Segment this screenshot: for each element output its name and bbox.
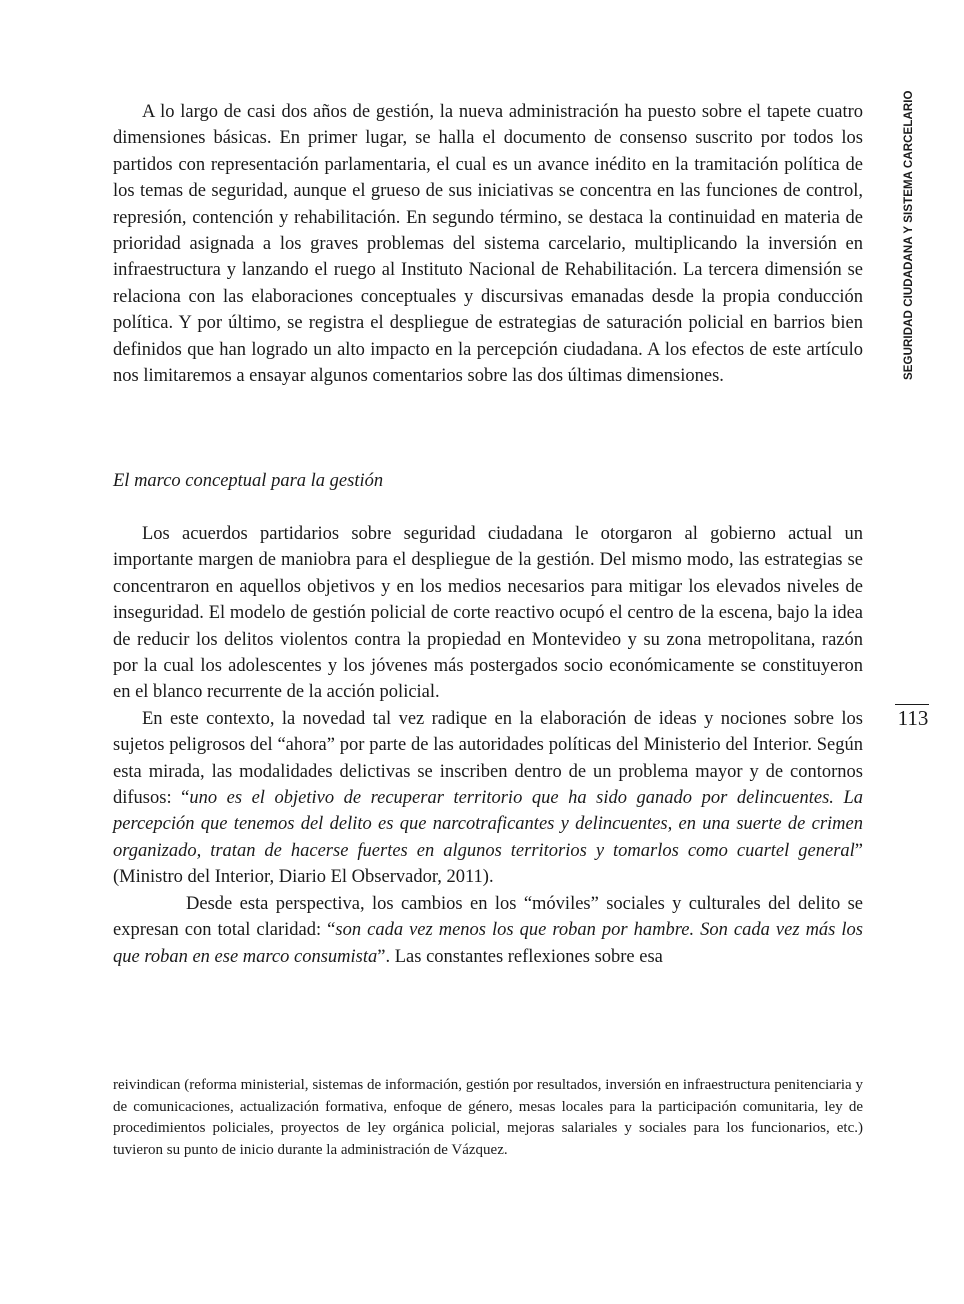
intro-section [113, 99, 863, 389]
paragraph-4-text-after: ”. Las constantes reflexiones sobre esa [377, 946, 663, 967]
paragraph-3-text-after: ” (Ministro del Interior, Diario El Observador, 2011). [113, 840, 863, 888]
paragraph-1: A lo largo de casi dos años de gestión, la nueva administración ha puesto sobre el tapete cuatro dimensiones básicas. En primer lugar, se halla el documento de consenso suscrito por todos los partidos con representación parlamentaria, el cual es un avance inédito en la tramitación política de los temas de seguridad, aunque el grueso de sus iniciativas se concentra en las funciones de control, represión, contención y rehabilitación. En segundo término, se destaca la continuidad en materia de prioridad asignada a los graves problemas del sistema carcelario, multiplicando la inversión en infraestructura y lanzando el ruego al Instituto Nacional de Rehabilitación. La tercera dimensión se relaciona con las elaboraciones conceptuales y discursivas emanadas desde la propia conducción política. Y por último, se registra el despliegue de estrategias de saturación policial en barrios bien definidos que han logrado un alto impacto en la percepción ciudadana. A los efectos de este artículo nos limitaremos a ensayar algunos comentarios sobre las dos últimas dimensiones. [113, 102, 863, 387]
paragraph-4-text-before: Desde esta perspectiva, los cambios en los “móviles” sociales y culturales del delito se expresan con total claridad: “ [113, 893, 863, 941]
paragraph-3 [113, 706, 863, 891]
page-number: 113 [897, 706, 929, 730]
paragraph-4-quote: son cada vez menos los que roban por hambre. Son cada vez más los que roban en ese marco consumista [113, 920, 863, 967]
page-number-rule [895, 704, 929, 705]
paragraph-3-text-before: En este contexto, la novedad tal vez radique en la elaboración de ideas y nociones sobre los sujetos peligrosos del “ahora” por parte de las autoridades políticas del Ministerio del Interior. Según esta mirada, las modalidades delictivas se inscriben dentro de un problema mayor y de contornos difusos: “ [113, 708, 863, 809]
paragraph-4 [113, 891, 863, 970]
conceptual-framework-section [113, 521, 863, 970]
footnote: reivindican (reforma ministerial, sistemas de información, gestión por resultados, inversión en infraestructura penitenciaria y de comunicaciones, actualización formativa, enfoque de género, mesas locales para la participación comunitaria, ley de procedimientos policiales, proyectos de ley orgánica policial, mejoras salariales y sociales para los funcionarios, etc.) tuvieron su punto de inicio durante la administración de Vázquez. [113, 1077, 863, 1158]
running-header: SEGURIDAD CIUDADANA Y SISTEMA CARCELARIO [903, 90, 915, 380]
paragraph-2: Los acuerdos partidarios sobre seguridad ciudadana le otorgaron al gobierno actual un importante margen de maniobra para el despliegue de la gestión. Del mismo modo, las estrategias se concentraron en aquellos objetivos y en los medios necesarios para mitigar los elevados niveles de inseguridad. El modelo de gestión policial de corte reactivo ocupó el centro de la escena, bajo la idea de reducir los delitos violentos contra la propiedad en Montevideo y su zona metropolitana, razón por la cual los adolescentes y los jóvenes más postergados socio económicamente se constituyeron en el blanco recurrente de la acción policial. [113, 524, 863, 703]
paragraph-3-quote: uno es el objetivo de recuperar territorio que ha sido ganado por delincuentes. La percepción que tenemos del delito es que narcotraficantes y delincuentes, en una suerte de crimen organizado, tratan de hacerse fuertes en algunos territorios y tomarlos como cuartel general [113, 788, 863, 861]
section-heading: El marco conceptual para la gestión [113, 471, 384, 491]
